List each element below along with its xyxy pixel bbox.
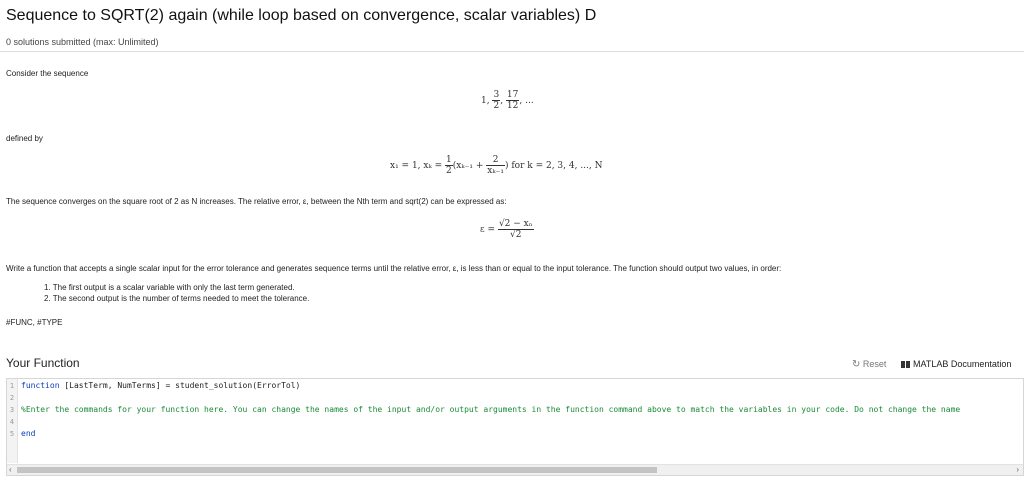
problem-tags: #FUNC, #TYPE xyxy=(6,318,63,327)
code-line[interactable] xyxy=(7,417,17,428)
code-text: [LastTerm, NumTerms] = student_solution(ErrorTol) xyxy=(59,381,301,390)
code-line[interactable] xyxy=(7,381,300,392)
task-text: Write a function that accepts a single scalar input for the error tolerance and generates sequence terms until the relative error, ε, is less than or equal to the input tolerance. The function should output two values, in order: xyxy=(6,264,782,273)
keyword: function xyxy=(21,381,60,390)
recurrence-mid: (xₖ₋₁ + xyxy=(452,161,487,171)
page-title: Sequence to SQRT(2) again (while loop based on convergence, scalar variables) D xyxy=(6,7,597,24)
error-lhs: ε = xyxy=(480,225,498,235)
line-number: 3 xyxy=(9,406,15,414)
convergence-text: The sequence converges on the square root of 2 as N increases. The relative error, ε, between the Nth term and sqrt(2) can be expressed as: xyxy=(6,197,507,206)
output-item-2: 2. The second output is the number of terms needed to meet the tolerance. xyxy=(44,294,310,303)
line-number: 1 xyxy=(9,382,15,390)
recurrence-suffix: ) for k = 2, 3, 4, ..., N xyxy=(504,161,603,171)
scrollbar-thumb[interactable] xyxy=(17,467,657,473)
recurrence-prefix: x₁ = 1, xₖ = xyxy=(390,161,446,171)
matlab-documentation-link[interactable] xyxy=(901,359,1011,369)
doc-label: MATLAB Documentation xyxy=(913,359,1012,369)
scroll-left-icon[interactable]: ‹ xyxy=(9,465,12,474)
scroll-right-icon[interactable]: › xyxy=(1016,465,1019,474)
frac-num: 2 xyxy=(486,155,505,166)
frac-den: xₖ₋₁ xyxy=(487,166,504,176)
keyword: end xyxy=(21,429,36,438)
half-num: 1 xyxy=(446,155,452,165)
intro-text: Consider the sequence xyxy=(6,69,89,78)
reset-button[interactable] xyxy=(852,359,886,370)
code-comment: %Enter the commands for your function here. You can change the names of the input and/or output arguments in the function command above to match the variables in your code. Do not change the name xyxy=(21,405,961,414)
code-line[interactable] xyxy=(7,405,960,416)
half-den: 2 xyxy=(446,166,452,176)
refresh-icon: ↻ xyxy=(852,359,861,370)
header-divider xyxy=(0,51,1024,52)
error-num: √2 − xₙ xyxy=(498,219,533,229)
output-item-1: 1. The first output is a scalar variable with only the last term generated. xyxy=(44,283,295,292)
line-number: 5 xyxy=(9,430,15,438)
horizontal-scrollbar[interactable] xyxy=(7,464,1023,475)
defined-by-text: defined by xyxy=(6,134,43,143)
code-line[interactable] xyxy=(7,429,35,440)
book-icon xyxy=(901,361,910,368)
error-den: √2 xyxy=(510,230,522,240)
reset-label: Reset xyxy=(862,359,887,369)
your-function-title: Your Function xyxy=(6,356,80,370)
error-formula xyxy=(480,219,534,240)
line-number: 2 xyxy=(9,394,15,402)
code-editor[interactable] xyxy=(6,378,1024,476)
submission-count: 0 solutions submitted (max: Unlimited) xyxy=(6,37,159,47)
code-line[interactable] xyxy=(7,393,17,404)
line-number: 4 xyxy=(9,418,15,426)
recurrence-formula xyxy=(390,155,603,176)
sequence-formula: 1, $\frac{3}{2}$ , $\frac{17}{12}$ , ... xyxy=(481,90,534,111)
